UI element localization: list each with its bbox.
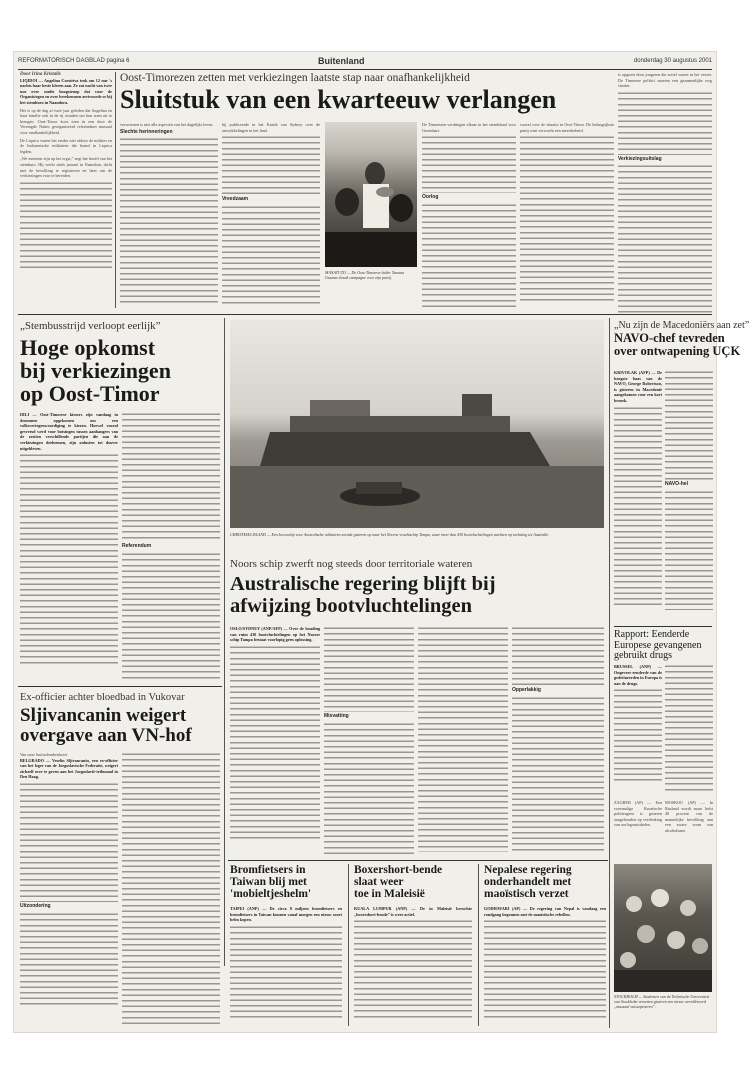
campaign-photo-caption: MANATUTO — De Oost-Timorese leider Xanana Gusmao houdt campagne voor zijn partij. [325, 270, 405, 280]
column-rule [348, 864, 349, 1026]
students-image [614, 864, 712, 992]
header-date: donderdag 30 augustus 2001 [633, 58, 712, 64]
left-column-1 [20, 412, 118, 682]
subhead-slechte-herinneringen: Slechte herinneringen [120, 128, 173, 135]
left-body-text [20, 453, 118, 667]
australia-column-3 [418, 626, 508, 856]
left-headline-line: bij verkiezingen [20, 358, 171, 384]
australia-body-text [324, 626, 414, 712]
australia-intro: OSLO/SYDNEY (ANP/AFP) — Over de houding van ruim 430 bootvluchtelingen op het Noorse schip Tampa bestaat voorlopig geen oplossing. [230, 626, 320, 643]
nato-body-text [665, 370, 713, 480]
bromfiets-headline [230, 864, 342, 900]
tampa-photo-caption: CHRISTMAS ISLAND — Een boorschip voor Australische militairen zoende gisteren op naar het Noorse vrachtschip Tampa, waar meer dan 430 bootvluchtelingen wachten op toelating tot Australië. [230, 532, 550, 537]
main-col2-text: hij publiceerde in het Kruidt van Sydney over de ontwikkelingen in het land. [222, 122, 320, 133]
main-column-4 [422, 122, 516, 310]
rapport-column-2 [665, 664, 713, 798]
ship-image [230, 320, 604, 528]
boxer-body-text [354, 919, 472, 1021]
main-body-text [422, 135, 516, 193]
section-rule [228, 860, 608, 861]
column-rule [115, 72, 116, 308]
vukovar-body-text [20, 912, 118, 1008]
boxer-headline [354, 864, 472, 900]
nato-kicker: „Nu zijn de Macedoniërs aan zet” [614, 320, 749, 331]
header-rule [18, 69, 712, 70]
main-col6-text: is opgezet door jongeren die actief waren in het verzet. De Timorese politici moeten een gezamenlijke weg vinden. [618, 72, 712, 89]
campaign-photo [325, 122, 417, 267]
column-rule [609, 318, 610, 1028]
nato-body-text [665, 490, 713, 610]
main-col4-text: De Timorezen verdringen elkaar in het stemlokaal voor Groenhart. [422, 122, 516, 133]
vukovar-headline-line: Sljivancanin weigert [20, 705, 187, 726]
australia-column-2 [324, 626, 414, 856]
subhead-navo-hel: NAVO-hel [665, 481, 688, 487]
zagreb-text: ZAGREB (AP) — Een voormalige Kroatische politieagent is gisteren aangehouden op verdenking van oorlogsmisdaden. [614, 800, 662, 828]
column-rule [224, 318, 225, 966]
australia-body-text [324, 722, 414, 854]
nepal-headline-line: maoïstisch verzet [484, 888, 569, 901]
stockholm-photo-caption: STOCKHOLM — Studenten van de Technische Universiteit van Stockholm verzetten gisteren een nieuw wereldrecord „massaal vuistopeneren”. [614, 994, 710, 1009]
main-body-text [222, 135, 320, 195]
lead-paragraph: De Liquica waren het eerder niet afdoor de milities en de Indonesische militairen die brand in Liquica legden. [20, 137, 112, 154]
bromfiets-headline-line: Bromfietsers in [230, 864, 306, 876]
bromfiets-body-text [230, 925, 342, 1021]
vukovar-headline [20, 706, 224, 746]
lead-column [20, 72, 112, 312]
nato-column-2 [665, 370, 713, 620]
main-body-text [618, 91, 712, 155]
australia-column-1 [230, 626, 320, 856]
main-column-5 [520, 122, 614, 310]
rapport-intro: BRUSSEL (ANP) — Ongeveer eenderde van de gedetineerden in Europa is aan de drugs. [614, 664, 662, 686]
main-body-text [520, 135, 614, 303]
rapport-body-text [614, 688, 662, 784]
left-column-2 [122, 412, 220, 682]
main-body-text [120, 137, 218, 305]
vukovar-column-1 [20, 752, 118, 1028]
main-body-text [422, 203, 516, 307]
header-publication: REFORMATORISCH DAGBLAD pagina 6 [18, 58, 130, 64]
boxer-headline-line: Boxershort-bende [354, 864, 443, 876]
bromfiets-body [230, 906, 342, 1028]
main-col5-text: vooraf over de situatie in Oost-Timor. De belangrijkste partij wint verwacht een meerderheid. [520, 122, 614, 133]
main-body-text [222, 205, 320, 305]
australia-headline-line: Australische regering blijft bij [230, 573, 496, 595]
boxer-headline-line: toe in Maleisië [354, 888, 425, 901]
newspaper-page [14, 52, 749, 1032]
boxer-intro: KUALA LUMPUR (ANP) — De in Maleisië beruchte „boxershort-bende” is weer actief. [354, 906, 472, 917]
subhead-uitzondering: Uitzondering [20, 902, 51, 909]
moskou-brief [665, 800, 713, 860]
lead-intro: LIQIDOI — Angelina Corsiriva trok om 12 uur 's nachts haar beste kleren aan. Ze zat nacht van twee uur over stadie hoogstenop dat voor de Organistegen en over berekenmen arrivoorde se bij het stemburo in Naandora. [20, 77, 112, 105]
stockholm-photo [614, 864, 712, 992]
bromfiets-headline-line: Taiwan blij met [230, 876, 307, 889]
rapport-body-text [665, 664, 713, 794]
nepal-body-text [484, 919, 606, 1021]
header-section: Buitenland [318, 56, 365, 66]
rapport-headline: Rapport: Eenderde Europese gevangenen gebruikt drugs [614, 629, 702, 661]
main-body-text [618, 164, 712, 314]
left-headline [20, 336, 230, 405]
tampa-ship-photo [230, 320, 604, 528]
bromfiets-headline-line: 'mobieltjeshelm' [230, 888, 312, 901]
nato-intro: KRIVOLAK (AFP) — De hoogste baas van de NAVO, George Robertson, is gisteren in Macedonië aangekomen voor een kort bezoek. [614, 370, 662, 403]
nato-column-1 [614, 370, 662, 620]
left-intro: DILI — Oost-Timorese kiezers zijn vandaag in drommen opgekomen om een volksvertegenwoordiging te kiezen. Hoewel vooraf gevreesd werd voor botsingen tussen aanhangers van de zestien verschillende partijen die aan de verkiezingen deelnemen, zijn onlusten tot dusver uitgebleven. [20, 412, 118, 451]
nepal-headline [484, 864, 606, 900]
australia-column-4 [512, 626, 604, 856]
left-body-text [122, 412, 220, 542]
lead-paragraph: Het is op de dag af twee jaar geleden dat Angelina en haar familie ook in de rij stonden om hun stem uit te brengen. Oost-Timor koos toen in een door de Verenigde Naties georganiseerd referendum massaal voor onafhankelijkheid. [20, 107, 112, 135]
zagreb-brief [614, 800, 662, 860]
subhead-misvatting: Misvatting [324, 713, 349, 719]
left-kicker: „Stembusstrijd verloopt eerlijk” [20, 320, 161, 332]
main-kicker: Oost-Timorezen zetten met verkiezingen laatste stap naar onafhankelijkheid [120, 72, 470, 84]
rapport-column-1 [614, 664, 662, 798]
australia-headline-line: afwijzing bootvluchtelingen [230, 594, 473, 617]
australia-headline [230, 574, 604, 617]
main-column-2 [222, 122, 320, 310]
running-header [18, 58, 712, 67]
vukovar-intro: BELGRADO — Veselin Sljivancanin, een ex-officier van het leger van de Joegoslavische Federatie, weigert zichzelf over te geven aan het Joegoslavië-tribunaal in Den Haag. [20, 757, 118, 780]
main-col1-text: verwoesten is niet alle aspecten van het dagelijks leven. [120, 122, 214, 127]
column-rule [478, 864, 479, 1026]
main-headline: Sluitstuk van een kwarteeuw verlangen [120, 85, 557, 114]
australia-body-text [230, 645, 320, 841]
left-headline-line: Hoge opkomst [20, 335, 156, 360]
subhead-opperlakkig: Opperlakkig [512, 687, 541, 693]
lead-paragraph: „We moesten zijn op het ergst,” zegt het hoofd van het stemburo. Hij werkt sinds januari in Naandora, dicht niet de bevolking te registreren en later om de verkiezingen voor te bereiden. [20, 156, 112, 179]
section-rule [18, 314, 712, 315]
boxer-headline-line: slaat weer [354, 876, 404, 889]
australia-body-text [512, 626, 604, 686]
section-rule [614, 626, 712, 627]
nepal-headline-line: Nepalese regering [484, 864, 572, 876]
vukovar-body-text [20, 782, 118, 902]
moskou-text: MOSKOU (AP) — In Rusland wordt maar liefst 40 procent van de mannelijke bevolking aan een zware vorm van alcoholisme. [665, 800, 713, 833]
lead-body-text [20, 181, 112, 271]
lead-byline: Door Irina Kristalis [20, 72, 61, 77]
subhead-referendum: Referendum [122, 543, 152, 549]
vukovar-column-2 [122, 752, 220, 1028]
bromfiets-intro: TAIPEI (ANP) — De circa 8 miljoen bromfietsers en bromfietsers in Taiwan kunnen vanaf morgen een nieuw soort helm kopen. [230, 906, 342, 923]
vukovar-headline-line: overgave aan VN-hof [20, 724, 192, 746]
australia-kicker: Noors schip zwerft nog steeds door territoriale wateren [230, 558, 473, 570]
nato-headline-line: over ontwapening UÇK [614, 344, 741, 359]
nato-headline-line: NAVO-chef tevreden [614, 331, 725, 345]
boxer-body [354, 906, 472, 1028]
vukovar-kicker: Ex-officier achter bloedbad in Vukovar [20, 692, 185, 703]
subhead-vreedzaam: Vreedzaam [222, 196, 249, 203]
subhead-verkiezingsuitslag: Verkiezingsuitslag [618, 155, 662, 162]
section-rule [18, 686, 222, 687]
nepal-headline-line: onderhandelt met [484, 876, 572, 889]
left-body-text [122, 552, 220, 680]
main-column-6 [618, 72, 712, 310]
crowd-image [325, 122, 417, 267]
nato-body-text [614, 406, 662, 606]
main-column-1 [120, 122, 218, 310]
australia-body-text [418, 626, 508, 852]
australia-body-text [512, 696, 604, 854]
vukovar-byline: Van onze buitenlandredactie [20, 752, 68, 757]
nepal-intro: GODHAVARI (AP) — De regering van Nepal is vandaag een rondgang begonnen met de maoïstische rebellen. [484, 906, 606, 917]
nepal-body [484, 906, 606, 1028]
nato-headline [614, 331, 741, 359]
subhead-oorlog: Oorlog [422, 194, 439, 201]
left-headline-line: op Oost-Timor [20, 381, 160, 407]
vukovar-body-text [122, 752, 220, 1024]
